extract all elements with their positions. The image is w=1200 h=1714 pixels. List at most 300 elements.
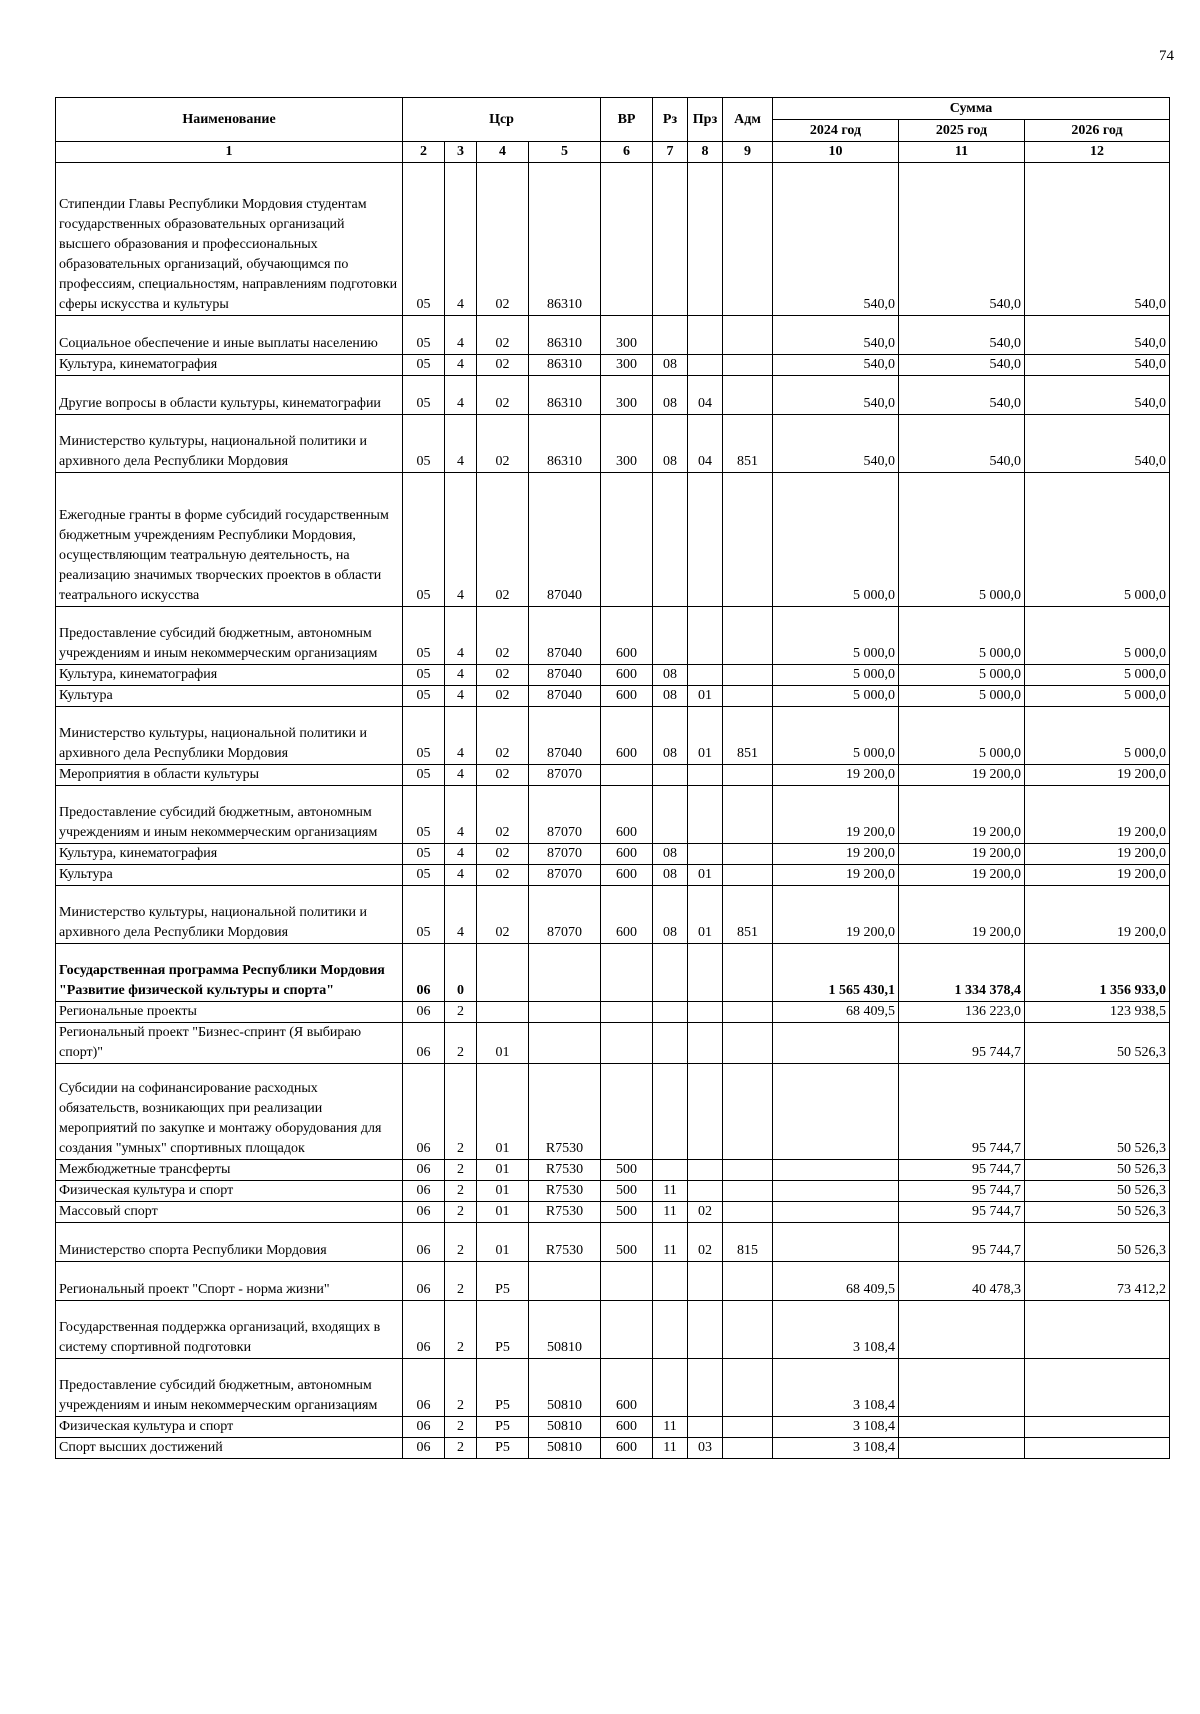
csr-event: 01 bbox=[477, 1202, 529, 1223]
table-row bbox=[56, 844, 1170, 865]
csr-subprogram: 2 bbox=[445, 1064, 477, 1160]
vr-code bbox=[601, 163, 653, 316]
adm-code: 815 bbox=[723, 1223, 773, 1262]
row-name: Государственная программа Республики Мордовия "Развитие физической культуры и спорта" bbox=[56, 944, 403, 1002]
csr-subprogram: 4 bbox=[445, 316, 477, 355]
sum-2024: 68 409,5 bbox=[773, 1262, 899, 1301]
adm-code bbox=[723, 1023, 773, 1064]
prz-code: 01 bbox=[688, 865, 723, 886]
csr-direction: 87040 bbox=[529, 686, 601, 707]
sum-2025 bbox=[899, 1301, 1025, 1359]
csr-event bbox=[477, 944, 529, 1002]
sum-2026: 123 938,5 bbox=[1025, 1002, 1170, 1023]
sum-2024: 3 108,4 bbox=[773, 1359, 899, 1417]
column-number: 8 bbox=[688, 142, 723, 163]
header-year-2025: 2025 год bbox=[899, 120, 1025, 142]
row-name: Массовый спорт bbox=[56, 1202, 403, 1223]
row-name: Предоставление субсидий бюджетным, автономным учреждениям и иным некоммерческим организациям bbox=[56, 1359, 403, 1417]
sum-2026: 540,0 bbox=[1025, 415, 1170, 473]
vr-code: 500 bbox=[601, 1202, 653, 1223]
csr-subprogram: 4 bbox=[445, 786, 477, 844]
sum-2025: 95 744,7 bbox=[899, 1023, 1025, 1064]
csr-program: 05 bbox=[403, 163, 445, 316]
adm-code bbox=[723, 355, 773, 376]
adm-code: 851 bbox=[723, 886, 773, 944]
vr-code: 600 bbox=[601, 1417, 653, 1438]
sum-2024: 5 000,0 bbox=[773, 665, 899, 686]
adm-code bbox=[723, 1064, 773, 1160]
sum-2026: 50 526,3 bbox=[1025, 1160, 1170, 1181]
csr-direction bbox=[529, 1002, 601, 1023]
csr-subprogram: 4 bbox=[445, 607, 477, 665]
csr-event: P5 bbox=[477, 1438, 529, 1459]
sum-2024: 540,0 bbox=[773, 163, 899, 316]
vr-code bbox=[601, 765, 653, 786]
column-number: 7 bbox=[653, 142, 688, 163]
column-number: 12 bbox=[1025, 142, 1170, 163]
table-row bbox=[56, 1301, 1170, 1359]
sum-2025: 540,0 bbox=[899, 376, 1025, 415]
csr-direction: R7530 bbox=[529, 1160, 601, 1181]
table-row bbox=[56, 1160, 1170, 1181]
csr-program: 05 bbox=[403, 415, 445, 473]
rz-code bbox=[653, 1160, 688, 1181]
table-header bbox=[56, 98, 1170, 163]
column-number: 11 bbox=[899, 142, 1025, 163]
csr-program: 06 bbox=[403, 944, 445, 1002]
sum-2025: 5 000,0 bbox=[899, 607, 1025, 665]
vr-code: 600 bbox=[601, 665, 653, 686]
row-name: Региональный проект "Спорт - норма жизни" bbox=[56, 1262, 403, 1301]
table-row bbox=[56, 1223, 1170, 1262]
csr-direction bbox=[529, 1023, 601, 1064]
csr-program: 05 bbox=[403, 376, 445, 415]
csr-direction: R7530 bbox=[529, 1064, 601, 1160]
prz-code: 03 bbox=[688, 1438, 723, 1459]
sum-2025: 1 334 378,4 bbox=[899, 944, 1025, 1002]
csr-program: 05 bbox=[403, 473, 445, 607]
sum-2025: 95 744,7 bbox=[899, 1202, 1025, 1223]
vr-code bbox=[601, 1002, 653, 1023]
sum-2026: 50 526,3 bbox=[1025, 1064, 1170, 1160]
header-year-2024: 2024 год bbox=[773, 120, 899, 142]
adm-code bbox=[723, 316, 773, 355]
sum-2024: 19 200,0 bbox=[773, 865, 899, 886]
column-number: 10 bbox=[773, 142, 899, 163]
prz-code: 04 bbox=[688, 376, 723, 415]
csr-program: 05 bbox=[403, 355, 445, 376]
adm-code bbox=[723, 376, 773, 415]
prz-code bbox=[688, 1417, 723, 1438]
vr-code bbox=[601, 1023, 653, 1064]
sum-2025: 19 200,0 bbox=[899, 786, 1025, 844]
csr-program: 06 bbox=[403, 1160, 445, 1181]
prz-code bbox=[688, 765, 723, 786]
adm-code: 851 bbox=[723, 415, 773, 473]
csr-direction: 50810 bbox=[529, 1438, 601, 1459]
adm-code bbox=[723, 163, 773, 316]
prz-code bbox=[688, 473, 723, 607]
csr-direction: 87040 bbox=[529, 665, 601, 686]
table-row bbox=[56, 607, 1170, 665]
row-name: Министерство культуры, национальной политики и архивного дела Республики Мордовия bbox=[56, 415, 403, 473]
csr-subprogram: 4 bbox=[445, 473, 477, 607]
sum-2025 bbox=[899, 1359, 1025, 1417]
csr-program: 06 bbox=[403, 1202, 445, 1223]
csr-program: 05 bbox=[403, 786, 445, 844]
row-name: Другие вопросы в области культуры, кинематографии bbox=[56, 376, 403, 415]
csr-direction: 87070 bbox=[529, 844, 601, 865]
sum-2024: 540,0 bbox=[773, 415, 899, 473]
rz-code bbox=[653, 316, 688, 355]
adm-code bbox=[723, 1002, 773, 1023]
sum-2024: 19 200,0 bbox=[773, 886, 899, 944]
csr-event: P5 bbox=[477, 1359, 529, 1417]
sum-2024: 540,0 bbox=[773, 376, 899, 415]
csr-program: 06 bbox=[403, 1064, 445, 1160]
csr-direction: 87070 bbox=[529, 765, 601, 786]
csr-program: 06 bbox=[403, 1438, 445, 1459]
table-row bbox=[56, 707, 1170, 765]
vr-code: 600 bbox=[601, 707, 653, 765]
csr-direction: 87070 bbox=[529, 865, 601, 886]
prz-code bbox=[688, 1262, 723, 1301]
csr-event: 02 bbox=[477, 665, 529, 686]
header-prz: Прз bbox=[688, 98, 723, 142]
vr-code bbox=[601, 944, 653, 1002]
header-rz: Рз bbox=[653, 98, 688, 142]
table-row bbox=[56, 473, 1170, 607]
sum-2024: 68 409,5 bbox=[773, 1002, 899, 1023]
csr-event: 02 bbox=[477, 316, 529, 355]
csr-event: 02 bbox=[477, 415, 529, 473]
csr-direction: 86310 bbox=[529, 316, 601, 355]
sum-2024: 3 108,4 bbox=[773, 1417, 899, 1438]
row-name: Физическая культура и спорт bbox=[56, 1181, 403, 1202]
table-row bbox=[56, 1023, 1170, 1064]
adm-code bbox=[723, 1359, 773, 1417]
header-name: Наименование bbox=[56, 98, 403, 142]
table-row bbox=[56, 316, 1170, 355]
sum-2025: 19 200,0 bbox=[899, 765, 1025, 786]
budget-table bbox=[55, 97, 1170, 1459]
rz-code: 08 bbox=[653, 665, 688, 686]
prz-code: 01 bbox=[688, 707, 723, 765]
sum-2025: 95 744,7 bbox=[899, 1160, 1025, 1181]
sum-2024 bbox=[773, 1064, 899, 1160]
table-row bbox=[56, 786, 1170, 844]
row-name: Предоставление субсидий бюджетным, автономным учреждениям и иным некоммерческим организациям bbox=[56, 607, 403, 665]
rz-code: 08 bbox=[653, 376, 688, 415]
table-row bbox=[56, 865, 1170, 886]
csr-program: 05 bbox=[403, 665, 445, 686]
table-row bbox=[56, 1064, 1170, 1160]
csr-program: 06 bbox=[403, 1417, 445, 1438]
adm-code bbox=[723, 1262, 773, 1301]
row-name: Мероприятия в области культуры bbox=[56, 765, 403, 786]
csr-subprogram: 2 bbox=[445, 1262, 477, 1301]
column-number-row bbox=[56, 142, 1170, 163]
sum-2026: 50 526,3 bbox=[1025, 1181, 1170, 1202]
csr-event: 02 bbox=[477, 786, 529, 844]
table-row bbox=[56, 886, 1170, 944]
row-name: Предоставление субсидий бюджетным, автономным учреждениям и иным некоммерческим организациям bbox=[56, 786, 403, 844]
rz-code: 08 bbox=[653, 686, 688, 707]
sum-2026: 19 200,0 bbox=[1025, 886, 1170, 944]
row-name: Культура bbox=[56, 686, 403, 707]
sum-2024: 5 000,0 bbox=[773, 707, 899, 765]
csr-event: 01 bbox=[477, 1160, 529, 1181]
sum-2024: 19 200,0 bbox=[773, 765, 899, 786]
adm-code bbox=[723, 686, 773, 707]
prz-code bbox=[688, 607, 723, 665]
rz-code bbox=[653, 607, 688, 665]
rz-code bbox=[653, 1359, 688, 1417]
prz-code: 02 bbox=[688, 1202, 723, 1223]
header-year-2026: 2026 год bbox=[1025, 120, 1170, 142]
sum-2026: 540,0 bbox=[1025, 376, 1170, 415]
sum-2024: 5 000,0 bbox=[773, 473, 899, 607]
column-number: 9 bbox=[723, 142, 773, 163]
sum-2025: 5 000,0 bbox=[899, 665, 1025, 686]
header-csr: Цср bbox=[403, 98, 601, 142]
csr-event: 02 bbox=[477, 355, 529, 376]
sum-2024: 540,0 bbox=[773, 316, 899, 355]
header-adm: Адм bbox=[723, 98, 773, 142]
prz-code bbox=[688, 786, 723, 844]
prz-code: 01 bbox=[688, 686, 723, 707]
sum-2024: 3 108,4 bbox=[773, 1438, 899, 1459]
sum-2025: 95 744,7 bbox=[899, 1064, 1025, 1160]
rz-code: 11 bbox=[653, 1438, 688, 1459]
csr-subprogram: 4 bbox=[445, 665, 477, 686]
rz-code: 11 bbox=[653, 1202, 688, 1223]
csr-event: P5 bbox=[477, 1417, 529, 1438]
csr-subprogram: 4 bbox=[445, 163, 477, 316]
adm-code bbox=[723, 1181, 773, 1202]
table-body bbox=[56, 163, 1170, 1459]
table-row bbox=[56, 1181, 1170, 1202]
sum-2025: 19 200,0 bbox=[899, 844, 1025, 865]
adm-code bbox=[723, 865, 773, 886]
prz-code: 02 bbox=[688, 1223, 723, 1262]
table-row bbox=[56, 665, 1170, 686]
sum-2025: 540,0 bbox=[899, 415, 1025, 473]
sum-2025 bbox=[899, 1417, 1025, 1438]
prz-code bbox=[688, 1181, 723, 1202]
csr-event: 02 bbox=[477, 473, 529, 607]
sum-2024 bbox=[773, 1202, 899, 1223]
table-row bbox=[56, 1202, 1170, 1223]
vr-code: 600 bbox=[601, 607, 653, 665]
csr-program: 06 bbox=[403, 1223, 445, 1262]
rz-code bbox=[653, 786, 688, 844]
adm-code bbox=[723, 844, 773, 865]
csr-event: P5 bbox=[477, 1262, 529, 1301]
sum-2025: 136 223,0 bbox=[899, 1002, 1025, 1023]
sum-2024: 3 108,4 bbox=[773, 1301, 899, 1359]
table-row bbox=[56, 765, 1170, 786]
csr-subprogram: 2 bbox=[445, 1160, 477, 1181]
row-name: Министерство культуры, национальной политики и архивного дела Республики Мордовия bbox=[56, 886, 403, 944]
row-name: Ежегодные гранты в форме субсидий государственным бюджетным учреждениям Республики Мордовия, осуществляющим театральную деятельность, на реализацию значимых творческих проектов в области театрального искусства bbox=[56, 473, 403, 607]
sum-2026: 5 000,0 bbox=[1025, 665, 1170, 686]
prz-code bbox=[688, 1359, 723, 1417]
table-row bbox=[56, 163, 1170, 316]
column-number: 5 bbox=[529, 142, 601, 163]
csr-subprogram: 4 bbox=[445, 844, 477, 865]
sum-2025: 540,0 bbox=[899, 163, 1025, 316]
row-name: Министерство спорта Республики Мордовия bbox=[56, 1223, 403, 1262]
csr-subprogram: 4 bbox=[445, 355, 477, 376]
csr-event: 01 bbox=[477, 1064, 529, 1160]
sum-2024 bbox=[773, 1181, 899, 1202]
csr-program: 05 bbox=[403, 686, 445, 707]
csr-event: P5 bbox=[477, 1301, 529, 1359]
csr-event: 02 bbox=[477, 686, 529, 707]
csr-program: 06 bbox=[403, 1262, 445, 1301]
csr-subprogram: 2 bbox=[445, 1202, 477, 1223]
sum-2024: 19 200,0 bbox=[773, 844, 899, 865]
csr-subprogram: 4 bbox=[445, 865, 477, 886]
csr-direction: 87070 bbox=[529, 786, 601, 844]
csr-subprogram: 4 bbox=[445, 765, 477, 786]
vr-code bbox=[601, 1262, 653, 1301]
csr-program: 05 bbox=[403, 316, 445, 355]
rz-code bbox=[653, 1262, 688, 1301]
rz-code: 11 bbox=[653, 1223, 688, 1262]
adm-code bbox=[723, 1417, 773, 1438]
column-number: 4 bbox=[477, 142, 529, 163]
csr-subprogram: 4 bbox=[445, 886, 477, 944]
sum-2026: 5 000,0 bbox=[1025, 707, 1170, 765]
adm-code bbox=[723, 473, 773, 607]
csr-event: 01 bbox=[477, 1181, 529, 1202]
csr-direction: 86310 bbox=[529, 355, 601, 376]
csr-event: 01 bbox=[477, 1223, 529, 1262]
csr-event: 02 bbox=[477, 765, 529, 786]
csr-direction: 86310 bbox=[529, 415, 601, 473]
sum-2026: 5 000,0 bbox=[1025, 473, 1170, 607]
sum-2026: 19 200,0 bbox=[1025, 765, 1170, 786]
sum-2026: 19 200,0 bbox=[1025, 786, 1170, 844]
vr-code: 300 bbox=[601, 355, 653, 376]
rz-code: 08 bbox=[653, 865, 688, 886]
rz-code: 08 bbox=[653, 886, 688, 944]
csr-program: 05 bbox=[403, 607, 445, 665]
sum-2026: 50 526,3 bbox=[1025, 1223, 1170, 1262]
sum-2025: 19 200,0 bbox=[899, 886, 1025, 944]
column-number: 3 bbox=[445, 142, 477, 163]
vr-code: 500 bbox=[601, 1223, 653, 1262]
table-row bbox=[56, 1359, 1170, 1417]
csr-subprogram: 2 bbox=[445, 1301, 477, 1359]
sum-2024: 5 000,0 bbox=[773, 686, 899, 707]
csr-subprogram: 2 bbox=[445, 1181, 477, 1202]
sum-2026: 19 200,0 bbox=[1025, 844, 1170, 865]
csr-subprogram: 4 bbox=[445, 686, 477, 707]
sum-2026: 5 000,0 bbox=[1025, 607, 1170, 665]
sum-2024: 19 200,0 bbox=[773, 786, 899, 844]
row-name: Министерство культуры, национальной политики и архивного дела Республики Мордовия bbox=[56, 707, 403, 765]
sum-2024 bbox=[773, 1023, 899, 1064]
csr-direction: 50810 bbox=[529, 1359, 601, 1417]
csr-direction: 87070 bbox=[529, 886, 601, 944]
csr-direction: 86310 bbox=[529, 163, 601, 316]
csr-program: 06 bbox=[403, 1359, 445, 1417]
rz-code bbox=[653, 473, 688, 607]
sum-2026: 5 000,0 bbox=[1025, 686, 1170, 707]
csr-program: 05 bbox=[403, 865, 445, 886]
csr-direction: R7530 bbox=[529, 1202, 601, 1223]
prz-code bbox=[688, 944, 723, 1002]
sum-2025: 5 000,0 bbox=[899, 707, 1025, 765]
csr-program: 06 bbox=[403, 1023, 445, 1064]
row-name: Культура, кинематография bbox=[56, 665, 403, 686]
column-number: 2 bbox=[403, 142, 445, 163]
sum-2024: 5 000,0 bbox=[773, 607, 899, 665]
table-row bbox=[56, 1417, 1170, 1438]
prz-code bbox=[688, 355, 723, 376]
sum-2024: 1 565 430,1 bbox=[773, 944, 899, 1002]
table-row bbox=[56, 686, 1170, 707]
sum-2025: 540,0 bbox=[899, 355, 1025, 376]
column-number: 1 bbox=[56, 142, 403, 163]
csr-event: 02 bbox=[477, 707, 529, 765]
csr-event: 02 bbox=[477, 886, 529, 944]
table-row bbox=[56, 355, 1170, 376]
csr-direction bbox=[529, 1262, 601, 1301]
vr-code: 500 bbox=[601, 1181, 653, 1202]
adm-code bbox=[723, 1438, 773, 1459]
csr-program: 05 bbox=[403, 707, 445, 765]
csr-subprogram: 2 bbox=[445, 1223, 477, 1262]
row-name: Культура bbox=[56, 865, 403, 886]
row-name: Региональный проект "Бизнес-спринт (Я выбираю спорт)" bbox=[56, 1023, 403, 1064]
prz-code bbox=[688, 1160, 723, 1181]
row-name: Спорт высших достижений bbox=[56, 1438, 403, 1459]
adm-code bbox=[723, 1202, 773, 1223]
adm-code bbox=[723, 944, 773, 1002]
vr-code: 600 bbox=[601, 686, 653, 707]
csr-event: 02 bbox=[477, 865, 529, 886]
prz-code bbox=[688, 1002, 723, 1023]
csr-subprogram: 4 bbox=[445, 707, 477, 765]
csr-program: 06 bbox=[403, 1301, 445, 1359]
csr-subprogram: 4 bbox=[445, 376, 477, 415]
table-row bbox=[56, 1438, 1170, 1459]
vr-code: 300 bbox=[601, 415, 653, 473]
rz-code: 08 bbox=[653, 844, 688, 865]
rz-code: 11 bbox=[653, 1181, 688, 1202]
csr-event: 02 bbox=[477, 163, 529, 316]
sum-2026 bbox=[1025, 1417, 1170, 1438]
vr-code: 300 bbox=[601, 316, 653, 355]
adm-code bbox=[723, 765, 773, 786]
vr-code: 500 bbox=[601, 1160, 653, 1181]
sum-2024: 540,0 bbox=[773, 355, 899, 376]
vr-code bbox=[601, 1301, 653, 1359]
prz-code: 04 bbox=[688, 415, 723, 473]
prz-code bbox=[688, 163, 723, 316]
row-name: Культура, кинематография bbox=[56, 844, 403, 865]
csr-direction: 87040 bbox=[529, 707, 601, 765]
vr-code: 600 bbox=[601, 844, 653, 865]
row-name: Региональные проекты bbox=[56, 1002, 403, 1023]
csr-event: 01 bbox=[477, 1023, 529, 1064]
prz-code: 01 bbox=[688, 886, 723, 944]
csr-subprogram: 4 bbox=[445, 415, 477, 473]
